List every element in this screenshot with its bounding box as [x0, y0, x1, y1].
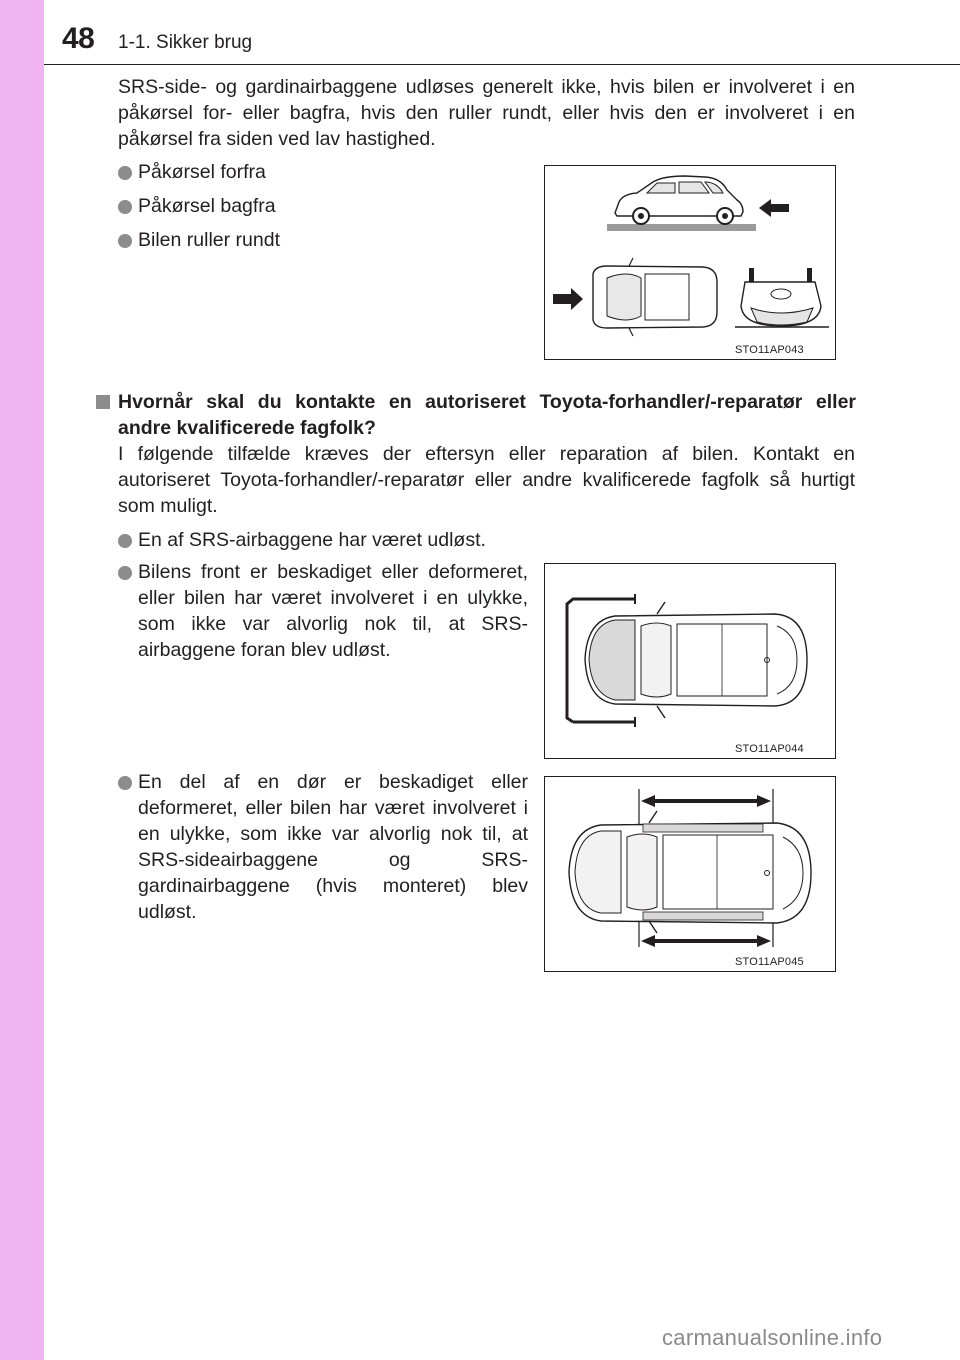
section-title: 1-1. Sikker brug	[118, 32, 253, 53]
bullet-rollover	[118, 227, 418, 253]
heading-square-icon	[96, 395, 110, 409]
figure-code: STO11AP045	[735, 956, 804, 968]
section-heading	[96, 389, 856, 441]
collision-types-illustration	[545, 166, 835, 359]
bullet-text: En del af en dør er beskadiget eller deformeret, eller bilen har været involveret i en ulykke, som ikke var alvorlig nok til, at SRS-sideairbaggene og SRS-gardinairbaggene (hvis monteret) blev udløst.	[138, 771, 528, 923]
page-sidebar-tab	[0, 0, 44, 1360]
bullet-text: En af SRS-airbaggene har været udløst.	[138, 529, 486, 551]
bullet-door-damage	[118, 769, 528, 931]
door-damage-illustration	[545, 777, 835, 971]
bullet-dot-icon	[118, 534, 132, 548]
bullet-dot-icon	[118, 166, 132, 180]
bullet-text: Bilen ruller rundt	[138, 229, 280, 251]
bullet-dot-icon	[118, 234, 132, 248]
bullet-text: Bilens front er beskadiget eller deformeret, eller bilen har været involveret i en ulykke, som ikke var alvorlig nok til, at SRS-airbaggene foran blev udløst.	[138, 561, 528, 661]
bullet-dot-icon	[118, 200, 132, 214]
bullet-text: Påkørsel forfra	[138, 161, 266, 183]
header-rule	[44, 64, 960, 65]
front-damage-illustration	[545, 564, 835, 758]
bullet-text: Påkørsel bagfra	[138, 195, 276, 217]
heading-text: Hvornår skal du kontakte en autoriseret Toyota-forhandler/-reparatør eller andre kvalificerede fagfolk?	[118, 391, 856, 439]
page-number: 48	[62, 22, 95, 55]
figure-code: STO11AP044	[735, 743, 804, 755]
watermark-text: carmanualsonline.info	[662, 1325, 883, 1350]
figure-code: STO11AP043	[735, 344, 804, 356]
bullet-rear-collision	[118, 193, 418, 219]
figure-front-damage	[544, 563, 836, 759]
figure-door-damage	[544, 776, 836, 972]
bullet-airbag-deployed	[118, 527, 538, 553]
section-body: I følgende tilfælde kræves der eftersyn eller reparation af bilen. Kontakt en autoriseret Toyota-forhandler/-reparatør eller andre kvalificerede fagfolk så hurtigt som muligt.	[118, 443, 855, 517]
intro-paragraph: SRS-side- og gardinairbaggene udløses generelt ikke, hvis bilen er involveret i en påkørsel for- eller bagfra, hvis den ruller rundt, eller hvis den er involveret i en påkørsel fra siden ved lav hastighed.	[118, 76, 855, 150]
figure-collision-types	[544, 165, 836, 360]
bullet-dot-icon	[118, 566, 132, 580]
bullet-front-damage	[118, 559, 528, 669]
bullet-front-collision	[118, 159, 418, 185]
bullet-dot-icon	[118, 776, 132, 790]
